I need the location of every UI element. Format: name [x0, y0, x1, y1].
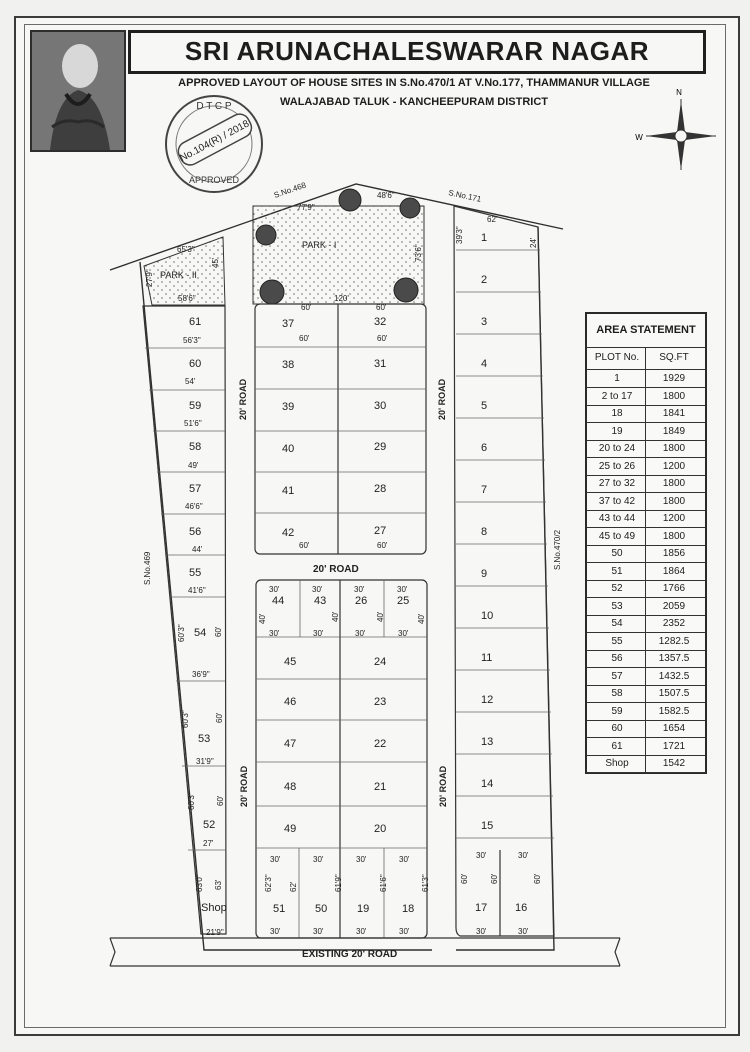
plot-18: 18 — [402, 903, 415, 915]
dim-61-9: 61'9" — [334, 874, 343, 892]
road-middle-top: 20' ROAD — [437, 378, 447, 420]
area-row-plot: 45 to 49 — [598, 530, 636, 542]
area-row-plot: 60 — [611, 723, 623, 734]
plot-54: 54 — [194, 627, 207, 639]
dim-30-f: 30' — [313, 629, 324, 638]
survey-s-no-469: S.No.469 — [143, 551, 152, 585]
area-row — [587, 388, 705, 406]
park1-label: PARK - I — [302, 240, 337, 250]
plot-15: 15 — [481, 820, 494, 832]
dim-31-9: 31'9" — [196, 757, 214, 766]
dim-60-c: 60' — [299, 541, 310, 550]
dim-30-q: 30' — [476, 851, 487, 860]
plot-17: 17 — [475, 902, 488, 914]
stamp-number: No.104(R) / 2018 — [178, 118, 252, 165]
plot-25: 25 — [397, 595, 410, 607]
plot-14: 14 — [481, 778, 494, 790]
area-row-sqft: 1800 — [662, 530, 686, 542]
plot-31: 31 — [374, 358, 387, 370]
plot-38: 38 — [282, 359, 295, 371]
plot-56: 56 — [189, 526, 202, 538]
road-existing: EXISTING 20' ROAD — [302, 949, 398, 960]
dim-30-g: 30' — [355, 629, 366, 638]
compass-west: W — [635, 133, 643, 142]
plot-57: 57 — [189, 483, 202, 495]
area-row-sqft: 1766 — [662, 583, 686, 594]
area-row-sqft: 1841 — [662, 408, 686, 419]
plot-53: 53 — [198, 733, 211, 745]
dim-30-n: 30' — [313, 927, 324, 936]
plot-4: 4 — [481, 358, 488, 370]
dim-62: 62' — [289, 881, 298, 892]
dim-54: 54' — [185, 377, 196, 386]
area-row — [587, 528, 705, 546]
area-row-sqft: 1929 — [662, 373, 686, 384]
area-row-plot: 61 — [611, 740, 623, 752]
plot-50: 50 — [315, 903, 328, 915]
plot-26: 26 — [355, 595, 368, 607]
area-row — [587, 510, 705, 528]
area-row — [587, 475, 705, 493]
plot-46: 46 — [284, 696, 297, 708]
dim-park1-right: 73'6" — [414, 244, 423, 262]
plot-28: 28 — [374, 483, 387, 495]
area-row — [587, 738, 705, 756]
dim-plot1-left: 39'3" — [455, 226, 464, 244]
dim-46-6: 46'6" — [185, 502, 203, 511]
dim-30-s: 30' — [476, 927, 487, 936]
dim-41-6: 41'6" — [188, 586, 206, 595]
road-middle-bottom: 20' ROAD — [438, 765, 448, 807]
plot-23: 23 — [374, 696, 387, 708]
dim-60-vert-b: 60' — [490, 873, 499, 884]
plot-40: 40 — [282, 443, 295, 455]
plot-11: 11 — [481, 652, 493, 664]
area-row-sqft: 1849 — [662, 425, 686, 437]
area-row — [587, 615, 705, 633]
plot-30: 30 — [374, 400, 387, 412]
area-row-sqft: 2352 — [662, 618, 686, 629]
area-row-plot: 37 to 42 — [598, 495, 636, 507]
area-row-line — [587, 772, 705, 773]
dim-park2-bottom: 58'6" — [178, 294, 196, 303]
dim-60-left-b: 60' — [215, 712, 224, 723]
plot-29: 29 — [374, 441, 387, 453]
plot-39: 39 — [282, 401, 295, 413]
survey-s-no-468: S.No.468 — [272, 180, 308, 200]
area-col-sqft: SQ.FT — [659, 352, 689, 363]
area-statement-header — [587, 347, 705, 369]
dim-27: 27' — [203, 839, 214, 848]
area-row-plot: 51 — [611, 565, 623, 577]
dim-30-h: 30' — [398, 629, 409, 638]
plot-10: 10 — [481, 610, 494, 622]
plot-13: 13 — [481, 736, 494, 748]
plot-45: 45 — [284, 656, 297, 668]
area-row — [587, 423, 705, 441]
area-row-plot: Shop — [605, 758, 629, 769]
area-row-plot: 59 — [611, 705, 623, 717]
layout-title: SRI ARUNACHALESWARAR NAGAR — [184, 36, 650, 66]
area-row-sqft: 1582.5 — [658, 705, 690, 717]
plot-22: 22 — [374, 738, 387, 750]
plot-47: 47 — [284, 738, 297, 750]
dim-61-6: 61'6" — [379, 874, 388, 892]
dim-63-0: 63'0" — [195, 874, 204, 892]
dim-right-top: 62' — [487, 215, 498, 224]
plot-9: 9 — [481, 568, 488, 580]
plot-27: 27 — [374, 525, 387, 537]
area-row-plot: 52 — [611, 583, 623, 594]
dim-30-j: 30' — [313, 855, 324, 864]
plot-52: 52 — [203, 819, 216, 831]
road-left-top: 20' ROAD — [238, 378, 248, 420]
area-row — [587, 580, 705, 598]
area-row-sqft: 1357.5 — [658, 653, 690, 664]
dim-40-c: 40' — [376, 611, 385, 622]
area-row — [587, 563, 705, 581]
plot-32: 32 — [374, 316, 387, 328]
area-row — [587, 493, 705, 511]
plot-16: 16 — [515, 902, 528, 914]
compass-north: N — [676, 88, 682, 97]
plot-44: 44 — [272, 595, 285, 607]
dim-60-top-right: 60' — [376, 303, 387, 312]
plot-6: 6 — [481, 442, 488, 454]
approval-subtitle: APPROVED LAYOUT OF HOUSE SITES IN S.No.470/1 AT V.No.177, THAMMANUR VILLAGE — [178, 77, 650, 89]
area-row-plot: 58 — [611, 688, 623, 699]
area-row — [587, 545, 705, 563]
dim-60-left-c: 60' — [216, 795, 225, 806]
area-row-plot: 1 — [614, 373, 620, 384]
dim-40-a: 40' — [258, 613, 267, 624]
area-row — [587, 405, 705, 423]
area-row-sqft: 1432.5 — [658, 670, 690, 682]
plot-7: 7 — [481, 484, 488, 496]
stamp-bottom-text: APPROVED — [188, 175, 240, 185]
plot-19: 19 — [357, 903, 370, 915]
dim-21-9: 21'9" — [206, 928, 224, 937]
plot-55: 55 — [189, 567, 202, 579]
area-row — [587, 703, 705, 721]
area-row-plot: 2 to 17 — [601, 390, 633, 402]
area-row — [587, 668, 705, 686]
dim-62-3: 62'3" — [264, 874, 273, 892]
area-row-plot: 56 — [611, 653, 623, 664]
area-row — [587, 598, 705, 616]
compass-rose — [635, 88, 716, 170]
area-row-plot: 55 — [611, 635, 623, 647]
dim-30-e: 30' — [269, 629, 280, 638]
dim-plot1-right: 24' — [529, 237, 538, 248]
dim-56-3: 56'3" — [183, 336, 201, 345]
area-row — [587, 755, 705, 773]
dim-36-9: 36'9" — [192, 670, 210, 679]
dim-30-k: 30' — [356, 855, 367, 864]
dim-30-m: 30' — [270, 927, 281, 936]
plot-43: 43 — [314, 595, 327, 607]
plot-12: 12 — [481, 694, 494, 706]
area-row-plot: 54 — [611, 618, 623, 629]
dim-40-b: 40' — [331, 611, 340, 622]
dim-30-o: 30' — [356, 927, 367, 936]
dim-61-3: 61'3" — [421, 874, 430, 892]
dim-park1-bottom: 120' — [334, 294, 349, 303]
dim-40-d: 40' — [417, 613, 426, 624]
dim-49: 49' — [188, 461, 199, 470]
road-cross: 20' ROAD — [313, 564, 359, 575]
area-row-plot: 57 — [611, 670, 623, 682]
dim-44: 44' — [192, 545, 203, 554]
dim-30-r: 30' — [518, 851, 529, 860]
dim-60-left-a: 60' — [214, 626, 223, 637]
plot-41: 41 — [282, 485, 295, 497]
park2-label: PARK - II — [160, 270, 197, 280]
plot-60: 60 — [189, 358, 202, 370]
stamp-top-text: D T C P — [196, 101, 232, 112]
plot-21: 21 — [374, 781, 387, 793]
dim-60-d: 60' — [377, 541, 388, 550]
plot-48: 48 — [284, 781, 297, 793]
area-row-sqft: 1721 — [662, 740, 686, 752]
area-row — [587, 720, 705, 738]
dim-park2-right: 45' — [211, 257, 220, 268]
dim-30-i: 30' — [270, 855, 281, 864]
road-left-bottom: 20' ROAD — [239, 765, 249, 807]
survey-s-no-470-2: S.No.470/2 — [553, 529, 562, 570]
area-row-plot: 27 to 32 — [598, 478, 636, 489]
district-subtitle: WALAJABAD TALUK - KANCHEEPURAM DISTRICT — [279, 96, 549, 108]
plot-shop: Shop — [201, 902, 227, 914]
dim-park1-top-left: 77'9" — [297, 203, 315, 212]
dtcp-approval-stamp — [166, 96, 262, 192]
plot-58: 58 — [189, 441, 202, 453]
area-row-sqft: 1200 — [662, 460, 686, 472]
dim-30-p: 30' — [399, 927, 410, 936]
area-row-sqft: 1542 — [662, 758, 686, 769]
plot-3: 3 — [481, 316, 488, 328]
dim-60-vert-c: 60' — [533, 873, 542, 884]
area-row-plot: 18 — [611, 408, 623, 419]
area-row-sqft: 1864 — [662, 565, 686, 577]
dim-30-b: 30' — [312, 585, 323, 594]
plot-49: 49 — [284, 823, 297, 835]
area-row-sqft: 1800 — [662, 443, 686, 454]
area-col-plot: PLOT No. — [594, 352, 640, 363]
dim-30-l: 30' — [399, 855, 410, 864]
area-row-sqft: 1200 — [662, 513, 686, 524]
plot-20: 20 — [374, 823, 387, 835]
area-row-sqft: 1800 — [662, 478, 686, 489]
survey-s-no-171: S.No.171 — [447, 188, 483, 204]
area-row-sqft: 1800 — [662, 390, 686, 402]
dim-30-d: 30' — [397, 585, 408, 594]
plot-51: 51 — [273, 903, 286, 915]
plot-1: 1 — [481, 232, 488, 244]
plot-37: 37 — [282, 318, 295, 330]
dim-60-b: 60' — [377, 334, 388, 343]
dim-60-3-b: 60'3" — [181, 710, 190, 728]
plot-24: 24 — [374, 656, 387, 668]
dim-park1-top-right: 48'6" — [377, 191, 395, 200]
area-statement-table — [585, 312, 707, 774]
area-row — [587, 633, 705, 651]
area-row-plot: 19 — [611, 425, 623, 437]
plot-61: 61 — [189, 316, 202, 328]
area-row-sqft: 1507.5 — [658, 688, 690, 699]
area-row — [587, 650, 705, 668]
dim-60-vert-a: 60' — [460, 873, 469, 884]
area-row-sqft: 1856 — [662, 548, 686, 559]
area-row-plot: 50 — [611, 548, 623, 559]
area-row-sqft: 2059 — [662, 600, 686, 612]
dim-51-6: 51'6" — [184, 419, 202, 428]
dim-30-a: 30' — [269, 585, 280, 594]
area-row-plot: 20 to 24 — [598, 443, 636, 454]
area-row-sqft: 1654 — [662, 723, 686, 734]
dim-park2-left: 27'9" — [145, 269, 154, 287]
plot-59: 59 — [189, 400, 202, 412]
area-row — [587, 370, 705, 388]
area-row — [587, 440, 705, 458]
plot-division-lines — [145, 250, 554, 938]
plot-2: 2 — [481, 274, 488, 286]
area-row-plot: 53 — [611, 600, 623, 612]
area-row-plot: 43 to 44 — [598, 513, 636, 524]
area-row-plot: 25 to 26 — [598, 460, 636, 472]
dim-60-top: 60' — [301, 303, 312, 312]
dim-63: 63' — [214, 879, 223, 890]
plot-42: 42 — [282, 527, 295, 539]
plot-5: 5 — [481, 400, 488, 412]
area-row-sqft: 1282.5 — [658, 635, 690, 647]
area-statement-title: AREA STATEMENT — [587, 314, 705, 348]
dim-30-t: 30' — [518, 927, 529, 936]
dim-60-a: 60' — [299, 334, 310, 343]
dim-park2-top: 65'3" — [177, 245, 195, 254]
dim-30-c: 30' — [354, 585, 365, 594]
plot-8: 8 — [481, 526, 488, 538]
area-row — [587, 458, 705, 476]
area-row-sqft: 1800 — [662, 495, 686, 507]
dim-60-3-c: 60'3" — [187, 792, 196, 810]
dim-60-3-a: 60'3" — [177, 624, 186, 642]
area-row — [587, 685, 705, 703]
